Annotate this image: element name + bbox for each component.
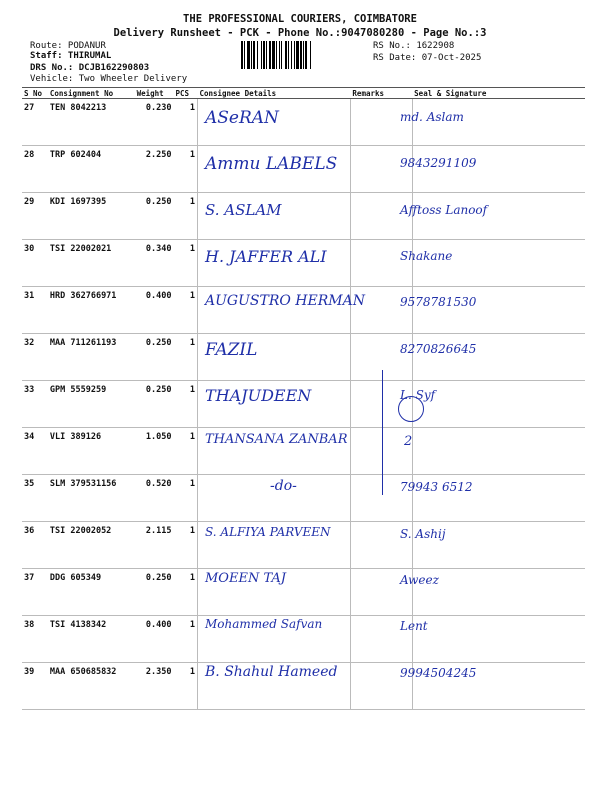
cell-weight: 2.350 bbox=[135, 663, 174, 710]
cell-pcs: 1 bbox=[174, 193, 198, 240]
barcode bbox=[241, 41, 370, 69]
cell-pcs: 1 bbox=[174, 522, 198, 569]
cell-weight: 0.520 bbox=[135, 475, 174, 522]
cell-consignment: GPM 5559259 bbox=[48, 381, 135, 428]
ink-circle bbox=[398, 396, 424, 422]
cell-pcs: 1 bbox=[174, 616, 198, 663]
table-row bbox=[22, 193, 585, 240]
cell-sno: 33 bbox=[22, 381, 48, 428]
cell-pcs: 1 bbox=[174, 569, 198, 616]
cell-remarks bbox=[350, 240, 412, 287]
table-row bbox=[22, 334, 585, 381]
cell-seal bbox=[412, 616, 585, 663]
cell-consignment: MAA 711261193 bbox=[48, 334, 135, 381]
cell-weight: 0.230 bbox=[135, 99, 174, 146]
cell-weight: 1.050 bbox=[135, 428, 174, 475]
handwritten-signature: Shakane bbox=[400, 248, 453, 263]
handwritten-name: H. JAFFER ALI bbox=[205, 246, 327, 266]
cell-pcs: 1 bbox=[174, 99, 198, 146]
handwritten-name: S. ASLAM bbox=[205, 200, 282, 219]
rs-date: RS Date: 07-Oct-2025 bbox=[373, 53, 482, 63]
cell-sno: 27 bbox=[22, 99, 48, 146]
table-row bbox=[22, 99, 585, 146]
cell-sno: 30 bbox=[22, 240, 48, 287]
cell-weight: 2.250 bbox=[135, 146, 174, 193]
handwritten-signature: 79943 6512 bbox=[400, 480, 473, 495]
cell-seal bbox=[412, 240, 585, 287]
cell-sno: 31 bbox=[22, 287, 48, 334]
handwritten-signature: Lent bbox=[400, 619, 428, 634]
handwritten-name: Ammu LABELS bbox=[205, 154, 338, 175]
rs-number: RS No.: 1622908 bbox=[373, 41, 455, 51]
barcode-bar bbox=[311, 41, 312, 69]
col-details: Consignee Details bbox=[197, 88, 350, 99]
table-row bbox=[22, 475, 585, 522]
handwritten-signature: md. Aslam bbox=[400, 110, 464, 124]
table-header-row bbox=[22, 88, 585, 99]
cell-pcs: 1 bbox=[174, 428, 198, 475]
cell-sno: 32 bbox=[22, 334, 48, 381]
handwritten-name: MOEEN TAJ bbox=[205, 571, 287, 586]
col-sno: S No bbox=[22, 88, 48, 99]
cell-sno: 34 bbox=[22, 428, 48, 475]
cell-weight: 2.115 bbox=[135, 522, 174, 569]
handwritten-name: THAJUDEEN bbox=[205, 385, 312, 405]
col-seal: Seal & Signature bbox=[412, 88, 585, 99]
cell-consignment: SLM 379531156 bbox=[48, 475, 135, 522]
cell-weight: 0.250 bbox=[135, 193, 174, 240]
handwritten-name: Mohammed Safvan bbox=[205, 617, 323, 632]
cell-consignment: TEN 8042213 bbox=[48, 99, 135, 146]
handwritten-signature: Afftoss Lanoof bbox=[400, 202, 488, 217]
cell-sno: 28 bbox=[22, 146, 48, 193]
cell-weight: 0.250 bbox=[135, 381, 174, 428]
handwritten-signature: Aweez bbox=[400, 573, 439, 587]
cell-consignment: TSI 22002021 bbox=[48, 240, 135, 287]
handwritten-signature: 2 bbox=[404, 434, 413, 450]
cell-seal bbox=[412, 381, 585, 428]
cell-sno: 35 bbox=[22, 475, 48, 522]
cell-weight: 0.400 bbox=[135, 616, 174, 663]
runsheet-subtitle: Delivery Runsheet - PCK - Phone No.:9047080280 - Page No.:3 bbox=[113, 27, 487, 39]
cell-weight: 0.250 bbox=[135, 569, 174, 616]
handwritten-signature: 8270826645 bbox=[400, 341, 477, 356]
cell-pcs: 1 bbox=[174, 475, 198, 522]
cell-seal bbox=[412, 287, 585, 334]
col-pcs: PCS bbox=[174, 88, 198, 99]
cell-sno: 29 bbox=[22, 193, 48, 240]
handwritten-signature: 9843291109 bbox=[400, 156, 477, 171]
cell-weight: 0.400 bbox=[135, 287, 174, 334]
vehicle-label: Vehicle: Two Wheeler Delivery bbox=[30, 74, 188, 84]
cell-consignment: MAA 650685832 bbox=[48, 663, 135, 710]
handwritten-signature: 9578781530 bbox=[400, 295, 477, 310]
handwritten-name: FAZIL bbox=[205, 339, 258, 360]
col-remarks: Remarks bbox=[350, 88, 412, 99]
cell-sno: 36 bbox=[22, 522, 48, 569]
cell-consignment: HRD 362766971 bbox=[48, 287, 135, 334]
handwritten-signature: S. Ashij bbox=[400, 526, 446, 541]
staff-label: Staff: THIRUMAL bbox=[30, 51, 112, 61]
ink-bracket bbox=[376, 370, 383, 495]
drs-number: DRS No.: DCJB162290803 bbox=[30, 63, 150, 73]
handwritten-signature: L. Syf bbox=[400, 387, 436, 402]
cell-sno: 39 bbox=[22, 663, 48, 710]
cell-seal bbox=[412, 428, 585, 475]
handwritten-name: -do- bbox=[270, 478, 297, 495]
handwritten-name: ASeRAN bbox=[205, 108, 279, 128]
cell-consignment: TSI 4138342 bbox=[48, 616, 135, 663]
cell-weight: 0.340 bbox=[135, 240, 174, 287]
cell-pcs: 1 bbox=[174, 287, 198, 334]
cell-consignment: DDG 605349 bbox=[48, 569, 135, 616]
cell-consignment: VLI 389126 bbox=[48, 428, 135, 475]
cell-consignment: TRP 602404 bbox=[48, 146, 135, 193]
col-weight: Weight bbox=[135, 88, 174, 99]
cell-weight: 0.250 bbox=[135, 334, 174, 381]
cell-pcs: 1 bbox=[174, 334, 198, 381]
cell-sno: 37 bbox=[22, 569, 48, 616]
cell-consignment: KDI 1697395 bbox=[48, 193, 135, 240]
handwritten-name: THANSANA ZANBAR bbox=[205, 432, 348, 448]
company-title: THE PROFESSIONAL COURIERS, COIMBATORE bbox=[183, 13, 417, 25]
cell-sno: 38 bbox=[22, 616, 48, 663]
handwritten-name: S. ALFIYA PARVEEN bbox=[205, 524, 331, 539]
cell-pcs: 1 bbox=[174, 381, 198, 428]
cell-pcs: 1 bbox=[174, 240, 198, 287]
route-label: Route: PODANUR bbox=[30, 41, 106, 51]
table-row bbox=[22, 569, 585, 616]
col-consignment: Consignment No bbox=[48, 88, 135, 99]
cell-pcs: 1 bbox=[174, 663, 198, 710]
handwritten-signature: 9994504245 bbox=[400, 665, 477, 680]
handwritten-name: B. Shahul Hameed bbox=[205, 663, 338, 680]
cell-consignment: TSI 22002052 bbox=[48, 522, 135, 569]
handwritten-name: AUGUSTRO HERMAN bbox=[205, 293, 365, 310]
cell-pcs: 1 bbox=[174, 146, 198, 193]
